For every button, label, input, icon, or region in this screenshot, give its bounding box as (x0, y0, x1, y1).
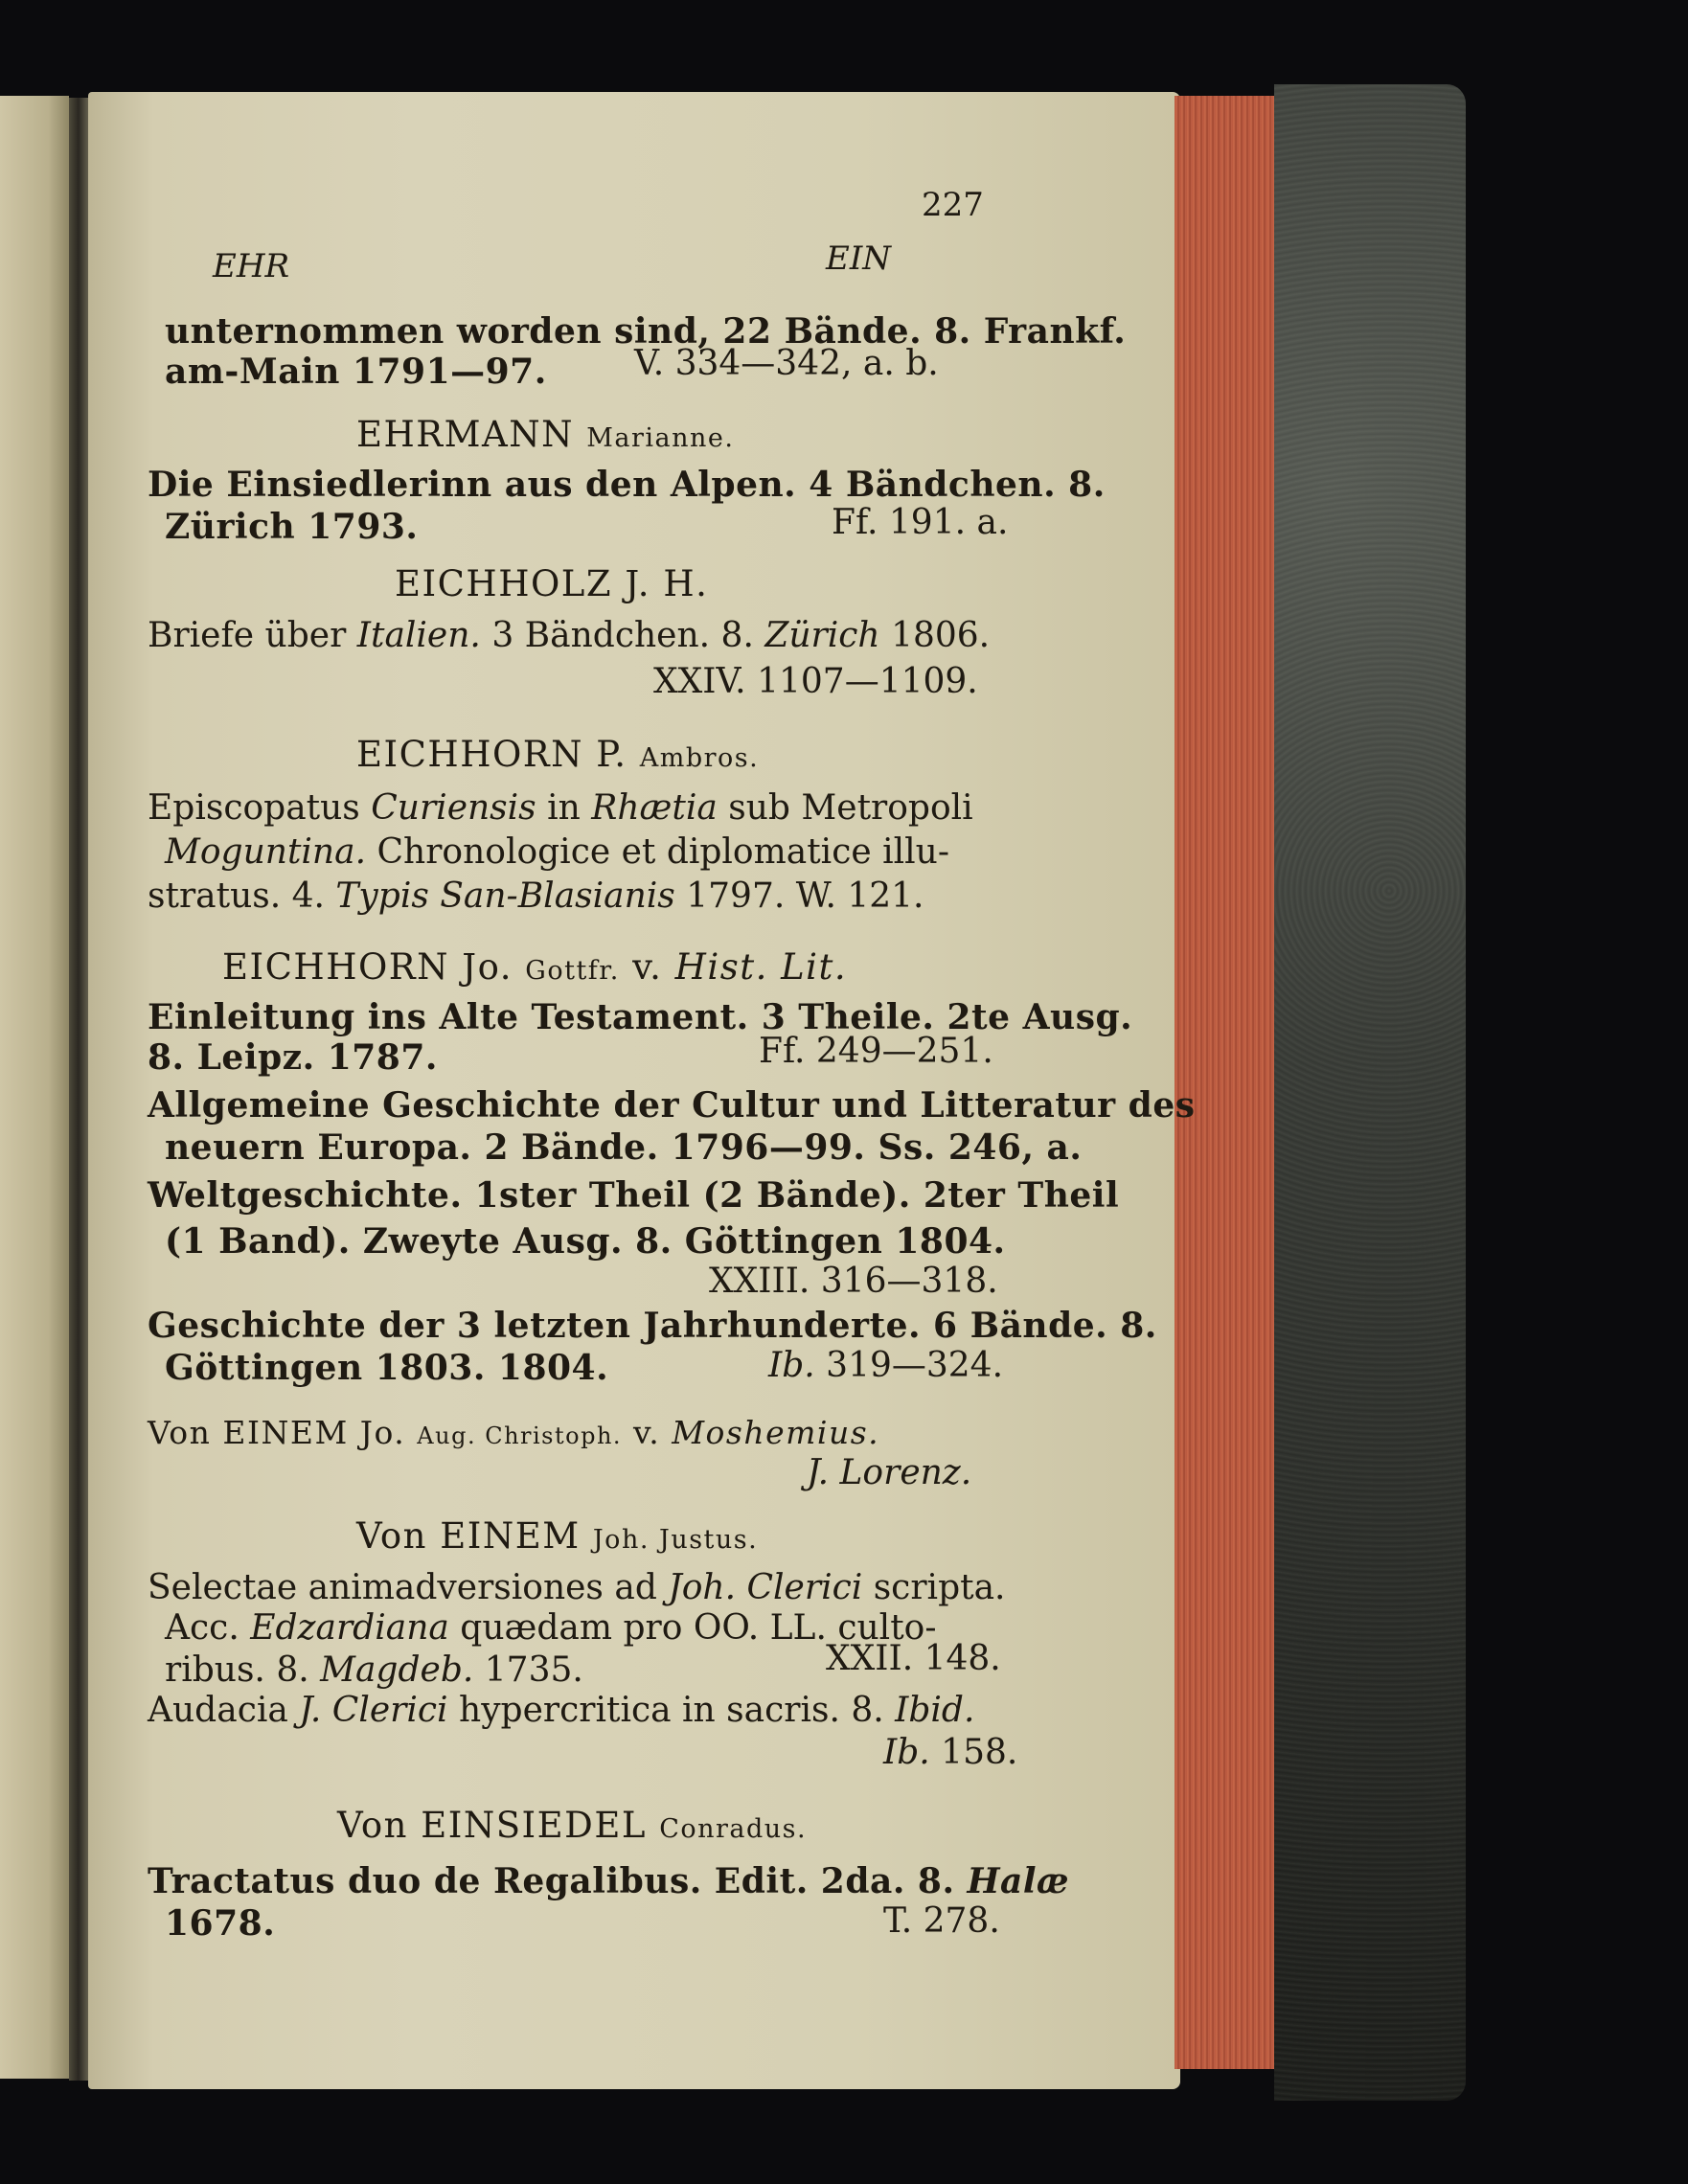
author-heading: EHRMANN Marianne. (356, 414, 735, 455)
author-heading: EICHHORN Jo. Gottfr. v. Hist. Lit. (222, 946, 848, 988)
entry-line: 1678. (165, 1903, 276, 1944)
entry-line: Allgemeine Geschichte der Cultur und Litteratur des (148, 1085, 1196, 1126)
left-page-edge (0, 96, 69, 2079)
entry-line: ribus. 8. Magdeb. 1735. (165, 1650, 583, 1690)
entry-line: Acc. Edzardiana quædam pro OO. LL. culto- (165, 1608, 937, 1648)
entry-line: Briefe über Italien. 3 Bändchen. 8. Zürich 1806. (148, 616, 991, 655)
running-head-right: EIN (826, 239, 891, 278)
author-heading: Von EINEM Joh. Justus. (356, 1515, 759, 1557)
entry-line: (1 Band). Zweyte Ausg. 8. Göttingen 1804. (165, 1221, 1006, 1262)
author-heading: Von EINEM Jo. Aug. Christoph. v. Moshemius. (148, 1414, 880, 1451)
entry-ref: Ib. 158. (883, 1733, 1018, 1772)
entry-line: Tractatus duo de Regalibus. Edit. 2da. 8. Halæ (148, 1861, 1070, 1901)
entry-ref: V. 334—342, a. b. (634, 344, 939, 383)
author-heading: Von EINSIEDEL Conradus. (337, 1805, 808, 1846)
page-text (88, 92, 1196, 2008)
entry-line: Episcopatus Curiensis in Rhætia sub Metropoli (148, 788, 973, 828)
entry-line: Göttingen 1803. 1804. (165, 1348, 609, 1388)
entry-line: Selectae animadversiones ad Joh. Clerici scripta. (148, 1568, 1006, 1607)
book-gutter (69, 98, 90, 2081)
page-number: 227 (922, 186, 984, 224)
author-heading: EICHHORN P. Ambros. (356, 734, 760, 775)
entry-line: Weltgeschichte. 1ster Theil (2 Bände). 2ter Theil (148, 1175, 1120, 1216)
entry-ref: Ib. 319—324. (768, 1346, 1004, 1385)
marbled-cover (1274, 84, 1466, 2101)
entry-ref: XXIV. 1107—1109. (653, 662, 978, 701)
entry-line: Zürich 1793. (165, 507, 419, 547)
entry-line: Einleitung ins Alte Testament. 3 Theile. 2te Ausg. (148, 997, 1133, 1037)
entry-ref: T. 278. (883, 1901, 1000, 1941)
entry-line: Audacia J. Clerici hypercritica in sacris. 8. Ibid. (148, 1691, 975, 1730)
entry-line: neuern Europa. 2 Bände. 1796—99. Ss. 246, a. (165, 1127, 1083, 1168)
entry-line: J. Lorenz. (807, 1453, 972, 1492)
entry-line: Geschichte der 3 letzten Jahrhunderte. 6 Bände. 8. (148, 1306, 1157, 1346)
entry-line: Die Einsiedlerinn aus den Alpen. 4 Bändchen. 8. (148, 465, 1106, 505)
author-heading: EICHHOLZ J. H. (395, 563, 709, 604)
red-page-edges (1175, 96, 1282, 2069)
entry-line: unternommen worden sind, 22 Bände. 8. Frankf. (165, 311, 1127, 352)
entry-line: am-Main 1791—97. (165, 352, 547, 392)
entry-ref: Ff. 249—251. (759, 1032, 993, 1071)
entry-line: 8. Leipz. 1787. (148, 1037, 438, 1078)
entry-ref: XXII. 148. (826, 1639, 1001, 1678)
running-head-left: EHR (213, 247, 290, 285)
entry-line: Moguntina. Chronologice et diplomatice illu- (165, 832, 949, 872)
entry-ref: Ff. 191. a. (832, 503, 1009, 542)
entry-line: stratus. 4. Typis San-Blasianis 1797. W. 121. (148, 876, 924, 916)
entry-ref: XXIII. 316—318. (709, 1262, 998, 1301)
